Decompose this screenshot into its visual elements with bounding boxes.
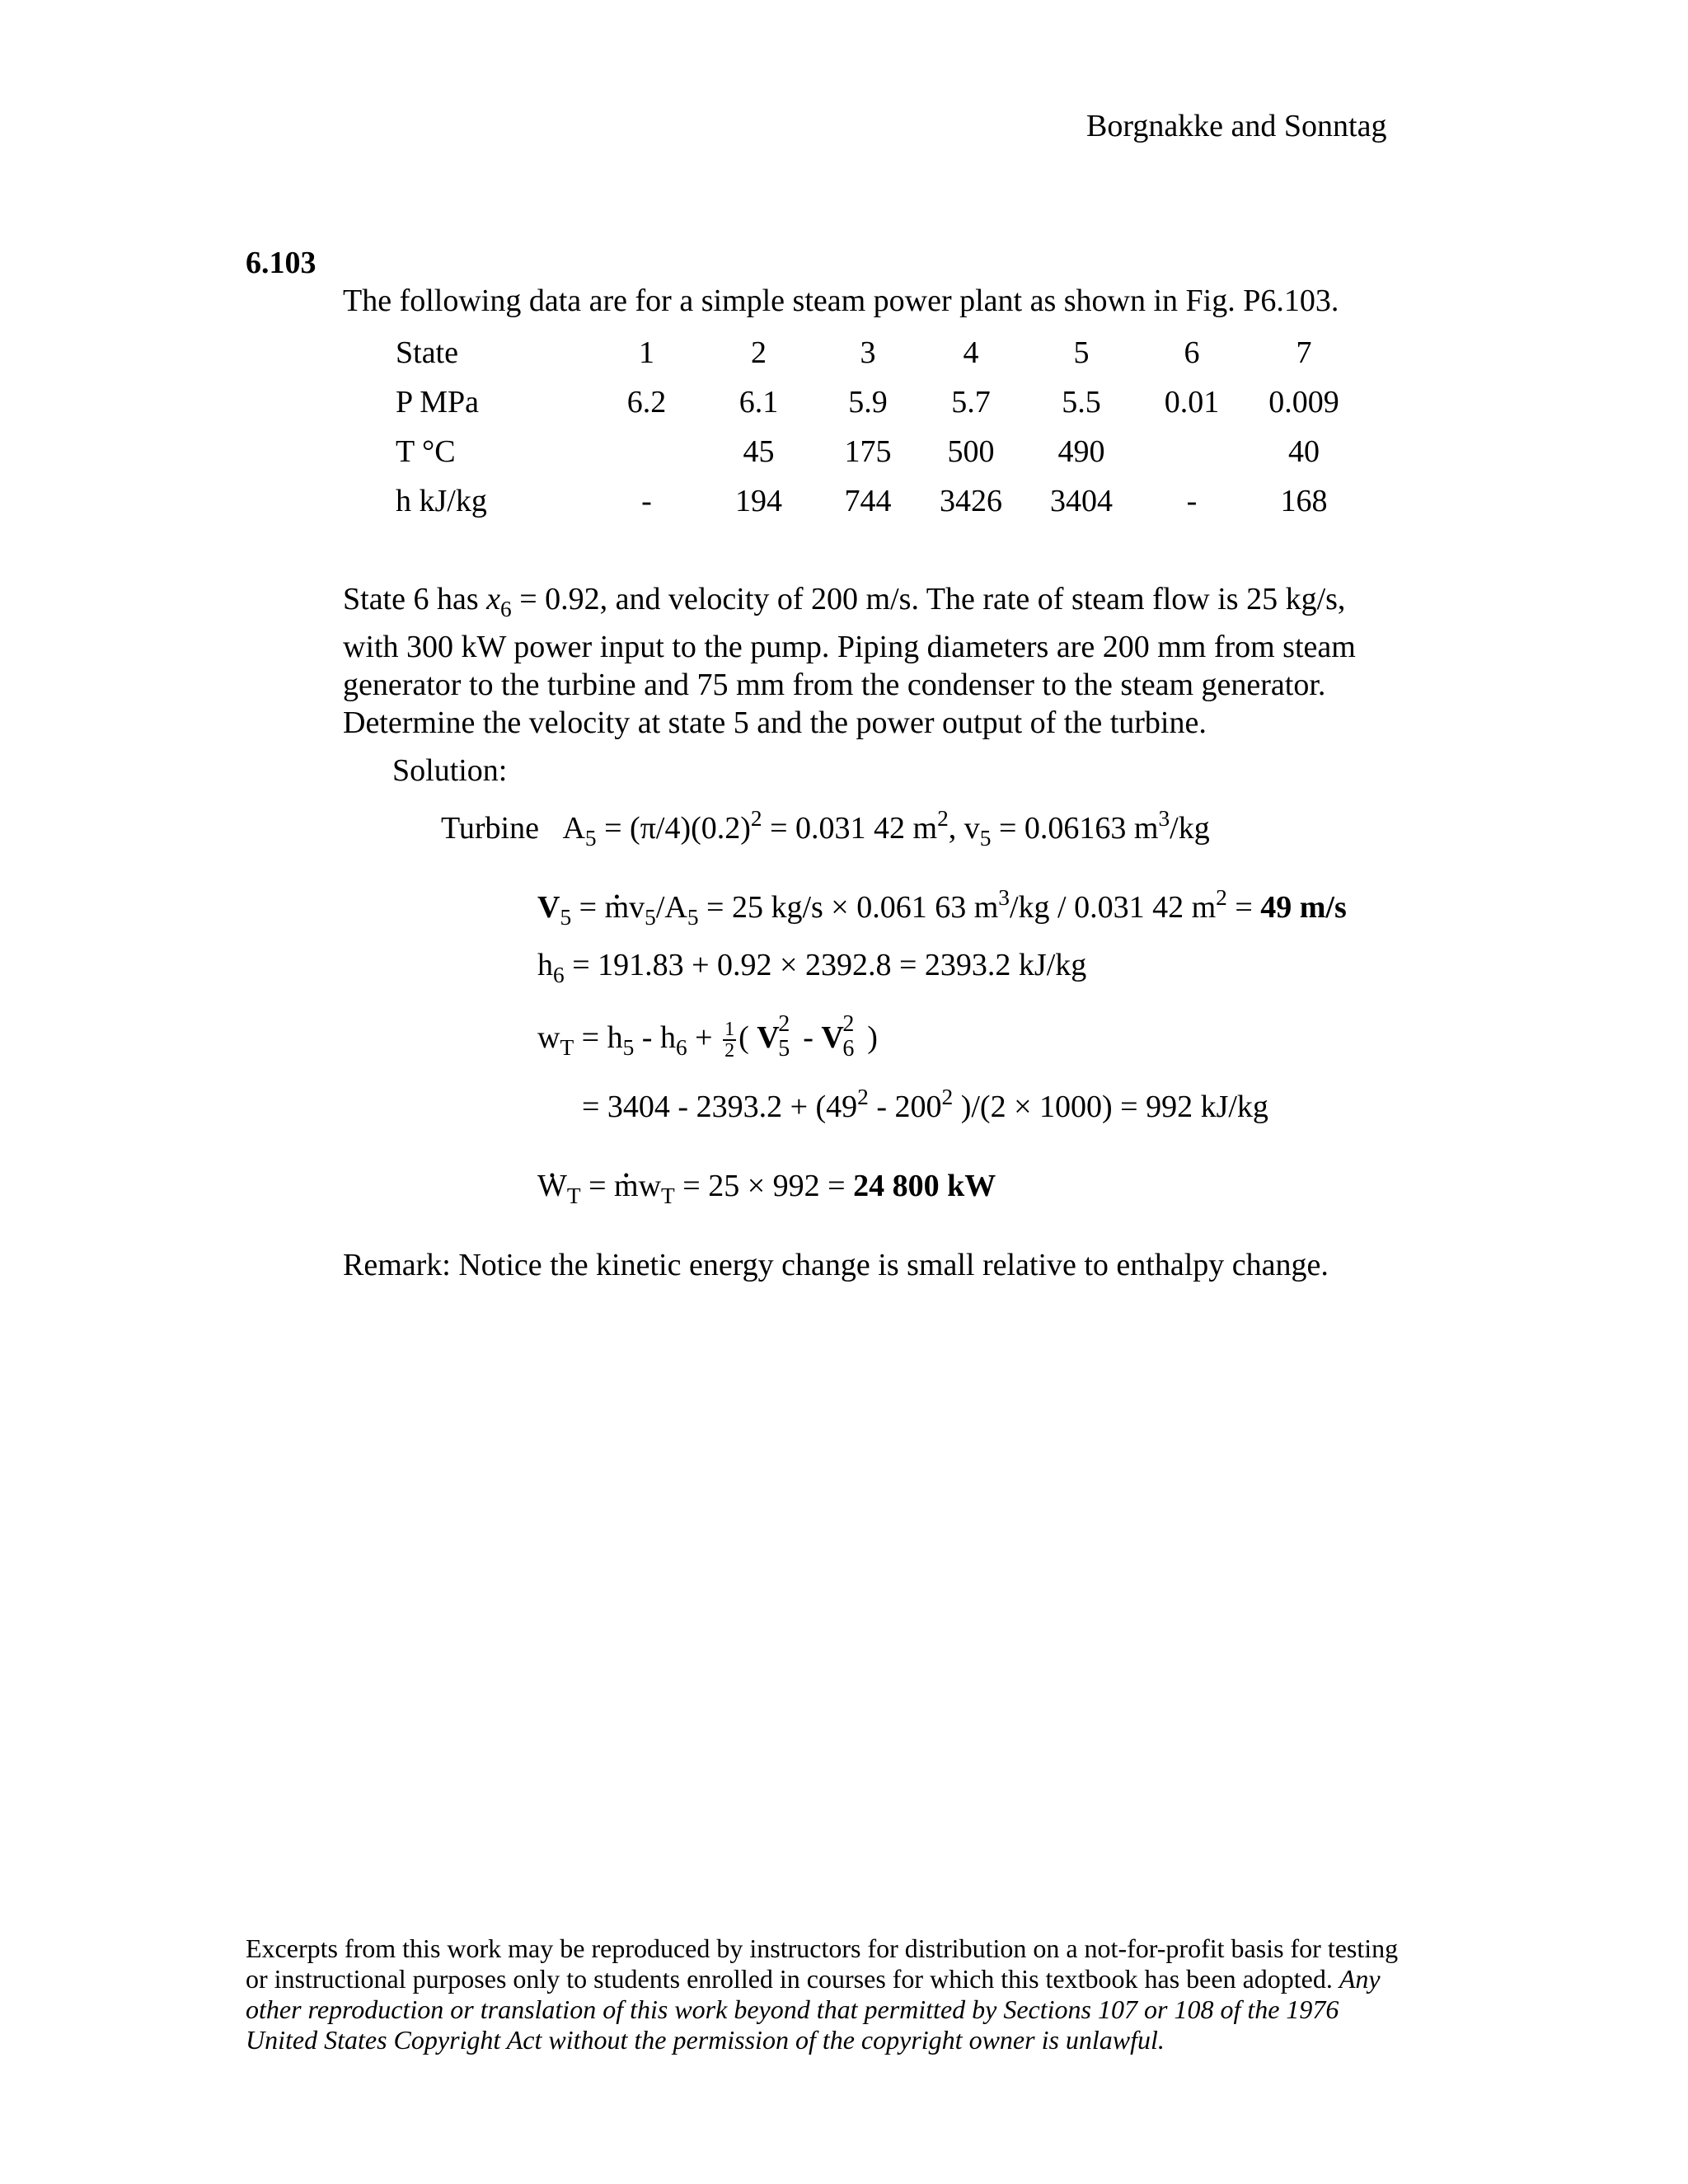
table-cell: 2 [751, 335, 767, 370]
superscript: 2 [842, 1011, 855, 1037]
superscript: 3 [1158, 805, 1170, 831]
statement-text: State 6 has [343, 582, 487, 616]
fraction-numerator: 1 [724, 1019, 735, 1041]
table-cell: 744 [844, 484, 892, 518]
statement-line-2: with 300 kW power input to the pump. Piping diameters are 200 mm from steam [343, 630, 1356, 664]
table-cell: 6.1 [738, 385, 779, 419]
eq-text: = 0.031 42 m [762, 811, 938, 846]
velocity-5-squared [757, 1011, 790, 1062]
table-cell: 490 [1057, 434, 1105, 469]
row-label: State [396, 335, 458, 370]
table-cell: 7 [1296, 335, 1312, 370]
row-label: h kJ/kg [396, 484, 487, 518]
mass-flow-symbol: • m [605, 888, 630, 926]
subscript: 6 [553, 962, 565, 987]
power-result: 24 800 kW [853, 1169, 996, 1203]
table-cell: 3404 [1050, 484, 1113, 518]
table-cell: 3 [860, 335, 876, 370]
eq-text: - h [634, 1020, 676, 1055]
equation-turbine-area [441, 805, 1210, 851]
eq-text: Turbine [441, 811, 539, 846]
superscript: 2 [750, 805, 762, 831]
eq-text: A [562, 811, 585, 846]
eq-text: + [687, 1020, 721, 1055]
eq-text: w [537, 1020, 560, 1055]
subscript: 5 [687, 904, 699, 930]
eq-text: - 200 [868, 1090, 942, 1124]
subscript: 6 [675, 1034, 687, 1060]
problem-intro: The following data are for a simple steam power plant as shown in Fig. P6.103. [343, 284, 1339, 318]
superscript: 2 [1216, 884, 1227, 910]
table-cell: 5.7 [951, 385, 991, 419]
footer-text: Excerpts from this work may be reproduced by instructors for distribution on a not-for-profit basis for testing or instructional purposes only to students enrolled in courses for which this textbook has been adopted. [246, 1933, 1399, 1994]
eq-text: V [537, 890, 560, 925]
var-x: x [486, 582, 501, 616]
eq-text: = [571, 890, 605, 925]
statement-text: = 0.92, and velocity of 200 m/s. The rate of steam flow is 25 kg/s, [511, 582, 1346, 616]
eq-text: /kg / 0.031 42 m [1009, 890, 1217, 925]
table-cell: 6.2 [626, 385, 667, 419]
equation-turbine-power [537, 1167, 996, 1208]
superscript: 3 [998, 884, 1010, 910]
table-cell: 3426 [940, 484, 1002, 518]
eq-text: = [1226, 890, 1261, 925]
subscript: 6 [500, 596, 512, 621]
eq-text: v [629, 890, 645, 925]
footer-italic-text: Any other reproduction or translation of this work beyond that permitted by Sections 107 or 108 of the 1976 United States Copyright Act without the permission of the copyright owner is unlawful. [246, 1964, 1381, 2055]
table-cell: 194 [735, 484, 782, 518]
eq-text: = (π/4)(0.2) [596, 811, 751, 846]
eq-text: = 191.83 + 0.92 × 2392.8 = 2393.2 kJ/kg [564, 948, 1087, 982]
velocity-6-squared [821, 1011, 855, 1062]
table-row [396, 328, 1363, 377]
remark: Remark: Notice the kinetic energy change is small relative to enthalpy change. [343, 1248, 1329, 1282]
eq-text: = 0.06163 m [991, 811, 1159, 846]
eq-text: w [638, 1169, 662, 1203]
statement-line-1 [343, 580, 1346, 621]
eq-text: /A [655, 890, 687, 925]
equation-turbine-work [537, 1011, 878, 1062]
superscript: 2 [941, 1084, 954, 1109]
power-symbol: • W [537, 1167, 567, 1205]
table-cell: 5.9 [848, 385, 888, 419]
row-label: P MPa [396, 385, 480, 419]
subscript: 5 [560, 904, 572, 930]
eq-text: /kg [1170, 811, 1210, 846]
eq-text: = 25 kg/s × 0.061 63 m [698, 890, 999, 925]
statement-line-4: Determine the velocity at state 5 and the power output of the turbine. [343, 705, 1207, 740]
row-label: T °C [396, 434, 456, 469]
eq-text: , v [948, 811, 980, 846]
eq-text: = 3404 - 2393.2 + (49 [582, 1090, 858, 1124]
superscript: 2 [778, 1011, 790, 1037]
eq-text: = h [574, 1020, 623, 1055]
subscript: 6 [842, 1036, 855, 1062]
statement-line-3: generator to the turbine and 75 mm from the condenser to the steam generator. [343, 668, 1326, 702]
table-row [396, 476, 1363, 526]
equation-turbine-work-value [582, 1084, 1268, 1126]
subscript: T [566, 1183, 581, 1208]
problem-number: 6.103 [246, 246, 316, 280]
fraction-denominator: 2 [724, 1040, 735, 1062]
table-cell: 4 [963, 335, 979, 370]
table-cell: 5 [1073, 335, 1090, 370]
subscript: 5 [778, 1036, 790, 1062]
table-cell: - [641, 484, 652, 518]
table-cell: 5.5 [1062, 385, 1101, 419]
mass-flow-symbol: • m [614, 1167, 639, 1205]
eq-text: ( [738, 1020, 757, 1055]
table-cell: 6 [1184, 335, 1200, 370]
eq-text: h [537, 948, 553, 982]
subscript: T [560, 1034, 574, 1060]
subscript: 5 [584, 825, 597, 851]
state-table [396, 328, 1363, 526]
superscript: 2 [857, 1084, 869, 1109]
table-cell: 500 [947, 434, 995, 469]
table-cell: 168 [1280, 484, 1328, 518]
superscript: 2 [937, 805, 949, 831]
table-cell: 1 [639, 335, 654, 370]
eq-text: )/(2 × 1000) = 992 kJ/kg [953, 1090, 1268, 1124]
table-row [396, 427, 1363, 476]
subscript: T [661, 1183, 675, 1208]
table-cell [593, 427, 700, 476]
table-cell: 175 [844, 434, 892, 469]
equation-velocity-5 [537, 884, 1347, 930]
table-cell: 40 [1288, 434, 1320, 469]
subscript: 5 [622, 1034, 635, 1060]
table-cell: - [1186, 484, 1198, 518]
table-row [396, 377, 1363, 427]
eq-text: ) [859, 1020, 878, 1055]
eq-text: - [795, 1020, 822, 1055]
fraction-one-half [723, 1019, 736, 1061]
table-cell: 0.009 [1268, 385, 1339, 419]
table-cell: 0.01 [1164, 385, 1220, 419]
eq-text: = [580, 1169, 615, 1203]
eq-text: = 25 × 992 = [674, 1169, 854, 1203]
eq-text: V [821, 1020, 844, 1055]
table-cell: 45 [743, 434, 775, 469]
equation-enthalpy-6 [537, 946, 1087, 987]
header-authors: Borgnakke and Sonntag [1086, 109, 1387, 143]
subscript: 5 [979, 825, 992, 851]
eq-text: V [757, 1020, 780, 1055]
copyright-footer [246, 1933, 1416, 2055]
velocity-result: 49 m/s [1260, 890, 1347, 925]
table-cell [1139, 427, 1245, 476]
solution-label: Solution: [392, 753, 508, 788]
subscript: 5 [645, 904, 656, 930]
